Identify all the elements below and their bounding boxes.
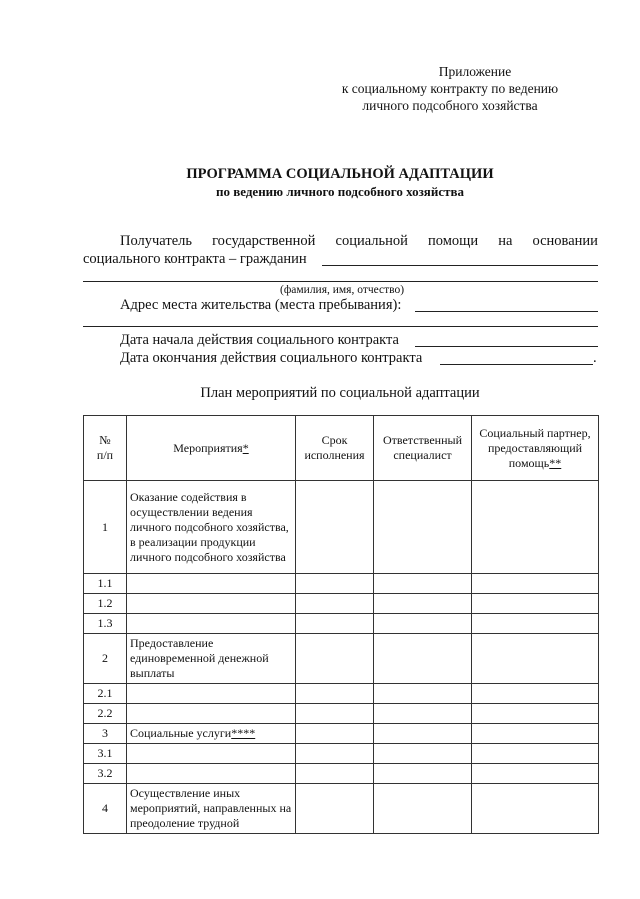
row-num: 2.2: [84, 704, 127, 724]
row-activity: [127, 724, 296, 744]
row-partner-cell[interactable]: [472, 614, 599, 634]
row-activity-text: Социальные услуги: [130, 726, 232, 740]
plan-title: План мероприятий по социальной адаптации: [200, 385, 480, 401]
row-specialist-cell[interactable]: [374, 704, 472, 724]
header-specialist-line2: специалист: [393, 448, 452, 462]
table-row: [84, 784, 599, 834]
row-specialist-cell[interactable]: [374, 784, 472, 834]
table-row: [84, 481, 599, 574]
title-main: ПРОГРАММА СОЦИАЛЬНОЙ АДАПТАЦИИ: [186, 166, 494, 182]
row-term-cell[interactable]: [296, 684, 374, 704]
row-activity[interactable]: [127, 574, 296, 594]
row-term-cell[interactable]: [296, 724, 374, 744]
row-partner-cell[interactable]: [472, 684, 599, 704]
end-date-label: Дата окончания действия социального контракта: [120, 350, 423, 366]
row-activity[interactable]: [127, 704, 296, 724]
row-num: 3.2: [84, 764, 127, 784]
row-activity[interactable]: [127, 744, 296, 764]
row-num: 2.1: [84, 684, 127, 704]
row-partner-cell[interactable]: [472, 594, 599, 614]
address-field-2[interactable]: [83, 326, 598, 327]
row-activity[interactable]: [127, 594, 296, 614]
recipient-word: социальной: [335, 233, 408, 249]
header-partner: [472, 416, 599, 481]
recipient-word: государственной: [212, 233, 316, 249]
row-partner-cell[interactable]: [472, 481, 599, 574]
header-num-line2: п/п: [96, 448, 114, 462]
recipient-name-field[interactable]: [322, 265, 598, 266]
recipient-word: основании: [532, 233, 598, 249]
row-activity-mark: ****: [231, 726, 256, 740]
row-partner-cell[interactable]: [472, 574, 599, 594]
row-term-cell[interactable]: [296, 481, 374, 574]
table-header-row: [84, 416, 599, 481]
row-activity-text: Осуществление иных мероприятий, направленных на преодоление трудной: [130, 786, 292, 830]
row-term-cell[interactable]: [296, 764, 374, 784]
header-partner-mark: **: [549, 455, 562, 470]
appendix-header: [300, 63, 600, 114]
activities-table: [83, 415, 599, 834]
row-activity-text: Оказание содействия в осуществлении ведения личного подсобного хозяйства, в реализации продукции личного подсобного хозяйства: [130, 489, 289, 564]
header-num: [84, 416, 127, 481]
row-num: 1.3: [84, 614, 127, 634]
row-term-cell[interactable]: [296, 704, 374, 724]
row-term-cell[interactable]: [296, 614, 374, 634]
header-num-line1: №: [99, 433, 111, 447]
row-specialist-cell[interactable]: [374, 764, 472, 784]
title-sub: по ведению личного подсобного хозяйства: [215, 184, 464, 199]
table-row: [84, 614, 599, 634]
recipient-line-1: [120, 232, 598, 250]
recipient-name-field-2[interactable]: [83, 281, 598, 282]
row-specialist-cell[interactable]: [374, 744, 472, 764]
document-title: [0, 165, 640, 201]
header-activity: [127, 416, 296, 481]
row-num: 2: [84, 634, 127, 684]
row-activity: [127, 784, 296, 834]
row-activity-text: Предоставление единовременной денежной выплаты: [130, 636, 269, 680]
row-specialist-cell[interactable]: [374, 684, 472, 704]
row-term-cell[interactable]: [296, 574, 374, 594]
end-date-field[interactable]: [440, 364, 593, 365]
row-specialist-cell[interactable]: [374, 574, 472, 594]
header-specialist-line1: Ответственный: [382, 433, 463, 447]
row-specialist-cell[interactable]: [374, 481, 472, 574]
table-row: [84, 704, 599, 724]
row-partner-cell[interactable]: [472, 784, 599, 834]
appendix-line-1: Приложение: [438, 64, 512, 79]
row-term-cell[interactable]: [296, 744, 374, 764]
row-num: 1.2: [84, 594, 127, 614]
table-row: [84, 684, 599, 704]
fio-caption: (фамилия, имя, отчество): [280, 284, 405, 296]
header-specialist: [374, 416, 472, 481]
row-activity[interactable]: [127, 764, 296, 784]
row-activity: [127, 634, 296, 684]
row-specialist-cell[interactable]: [374, 614, 472, 634]
table-row: [84, 724, 599, 744]
address-field[interactable]: [415, 311, 598, 312]
start-date-field[interactable]: [415, 346, 598, 347]
row-activity: [127, 481, 296, 574]
row-num: 3: [84, 724, 127, 744]
row-num: 1.1: [84, 574, 127, 594]
appendix-line-2: к социальному контракту по ведению: [341, 81, 559, 96]
recipient-line-2: социального контракта – гражданин: [83, 251, 307, 267]
address-label: Адрес места жительства (места пребывания):: [120, 297, 402, 313]
header-term-line1: Срок: [321, 433, 348, 447]
row-term-cell[interactable]: [296, 594, 374, 614]
row-num: 3.1: [84, 744, 127, 764]
row-term-cell[interactable]: [296, 784, 374, 834]
row-activity[interactable]: [127, 614, 296, 634]
table-row: [84, 744, 599, 764]
row-num: 4: [84, 784, 127, 834]
table-row: [84, 574, 599, 594]
table-row: [84, 764, 599, 784]
row-specialist-cell[interactable]: [374, 634, 472, 684]
row-activity[interactable]: [127, 684, 296, 704]
row-term-cell[interactable]: [296, 634, 374, 684]
start-date-label: Дата начала действия социального контракта: [120, 332, 399, 348]
row-num: 1: [84, 481, 127, 574]
row-partner-cell[interactable]: [472, 764, 599, 784]
row-specialist-cell[interactable]: [374, 594, 472, 614]
row-specialist-cell[interactable]: [374, 724, 472, 744]
header-term: [296, 416, 374, 481]
header-term-line2: исполнения: [304, 448, 365, 462]
header-activity-label: Мероприятия: [173, 440, 243, 455]
header-partner-label: Социальный партнер, предоставляющий помощь: [479, 425, 591, 470]
table-row: [84, 594, 599, 614]
row-partner-cell[interactable]: [472, 634, 599, 684]
end-dot: .: [593, 350, 597, 366]
row-partner-cell[interactable]: [472, 744, 599, 764]
table-row: [84, 634, 599, 684]
recipient-word: помощи: [428, 233, 479, 249]
row-partner-cell[interactable]: [472, 724, 599, 744]
recipient-word: на: [498, 233, 513, 249]
row-partner-cell[interactable]: [472, 704, 599, 724]
header-activity-mark: *: [242, 440, 249, 455]
appendix-line-3: личного подсобного хозяйства: [362, 98, 538, 113]
recipient-word: Получатель: [120, 233, 192, 249]
